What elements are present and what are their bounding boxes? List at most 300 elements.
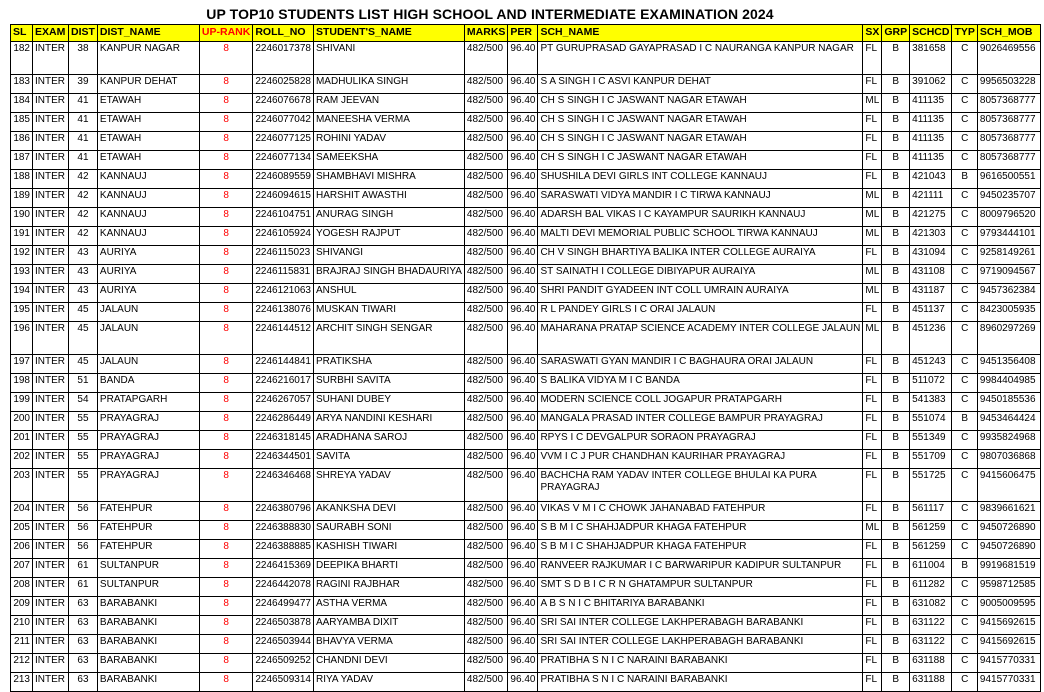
col-per-cell: 96.40 <box>508 635 538 654</box>
col-up-rank-cell: 8 <box>199 284 252 303</box>
col-dist-cell: 56 <box>69 502 98 521</box>
col-sl-cell: 192 <box>11 246 33 265</box>
col-typ-cell: C <box>952 597 977 616</box>
table-row <box>11 303 1041 322</box>
col-sl-cell: 182 <box>11 42 33 75</box>
col-sch-mob-cell: 9793444101 <box>977 227 1040 246</box>
col-grp-cell: B <box>882 303 910 322</box>
col-grp-header: GRP <box>882 25 910 42</box>
col-exam-cell: INTER <box>33 75 69 94</box>
col-grp-cell: B <box>882 208 910 227</box>
col-schcd-cell: 451137 <box>910 303 952 322</box>
col-typ-cell: C <box>952 355 977 374</box>
col-marks-cell: 482/500 <box>464 374 508 393</box>
col-student-name-cell: CHANDNI DEVI <box>313 654 464 673</box>
col-sch-name-cell: SMT S D B I C R N GHATAMPUR SULTANPUR <box>538 578 863 597</box>
col-sl-cell: 212 <box>11 654 33 673</box>
col-student-name-cell: ANURAG SINGH <box>313 208 464 227</box>
table-row <box>11 578 1041 597</box>
col-dist-cell: 43 <box>69 284 98 303</box>
col-sch-mob-cell: 9415770331 <box>977 654 1040 673</box>
col-student-name-cell: MUSKAN TIWARI <box>313 303 464 322</box>
col-marks-cell: 482/500 <box>464 246 508 265</box>
col-student-name-header: STUDENT'S_NAME <box>313 25 464 42</box>
col-exam-cell: INTER <box>33 322 69 355</box>
col-sch-name-cell: MALTI DEVI MEMORIAL PUBLIC SCHOOL TIRWA KANNAUJ <box>538 227 863 246</box>
col-grp-cell: B <box>882 673 910 692</box>
col-marks-cell: 482/500 <box>464 616 508 635</box>
col-exam-cell: INTER <box>33 635 69 654</box>
col-sch-mob-cell: 8009796520 <box>977 208 1040 227</box>
col-per-cell: 96.40 <box>508 654 538 673</box>
col-schcd-cell: 631082 <box>910 597 952 616</box>
col-sch-name-header: SCH_NAME <box>538 25 863 42</box>
col-up-rank-cell: 8 <box>199 151 252 170</box>
col-sch-mob-cell: 9258149261 <box>977 246 1040 265</box>
col-roll-no-cell: 2246121063 <box>253 284 314 303</box>
table-row <box>11 469 1041 502</box>
col-sl-cell: 199 <box>11 393 33 412</box>
col-per-cell: 96.40 <box>508 113 538 132</box>
col-marks-cell: 482/500 <box>464 559 508 578</box>
col-up-rank-cell: 8 <box>199 540 252 559</box>
col-student-name-cell: ASTHA VERMA <box>313 597 464 616</box>
col-exam-cell: INTER <box>33 521 69 540</box>
col-sx-cell: ML <box>863 227 882 246</box>
col-typ-cell: C <box>952 227 977 246</box>
col-up-rank-cell: 8 <box>199 227 252 246</box>
col-sl-cell: 189 <box>11 189 33 208</box>
col-student-name-cell: AARYAMBA DIXIT <box>313 616 464 635</box>
col-exam-cell: INTER <box>33 208 69 227</box>
col-student-name-cell: SAMEEKSHA <box>313 151 464 170</box>
col-sx-cell: FL <box>863 469 882 502</box>
col-schcd-cell: 631188 <box>910 654 952 673</box>
table-row <box>11 284 1041 303</box>
col-sx-cell: FL <box>863 578 882 597</box>
col-marks-cell: 482/500 <box>464 654 508 673</box>
col-schcd-header: SCHCD <box>910 25 952 42</box>
col-sl-cell: 185 <box>11 113 33 132</box>
col-sx-cell: FL <box>863 450 882 469</box>
col-typ-header: TYP <box>952 25 977 42</box>
col-exam-cell: INTER <box>33 189 69 208</box>
col-dist-name-cell: KANNAUJ <box>97 208 199 227</box>
col-per-cell: 96.40 <box>508 42 538 75</box>
table-row <box>11 75 1041 94</box>
col-marks-cell: 482/500 <box>464 540 508 559</box>
col-dist-name-cell: AURIYA <box>97 284 199 303</box>
col-sl-cell: 188 <box>11 170 33 189</box>
col-typ-cell: C <box>952 502 977 521</box>
col-sx-cell: ML <box>863 521 882 540</box>
col-sch-mob-cell: 9415692615 <box>977 635 1040 654</box>
col-dist-cell: 42 <box>69 227 98 246</box>
col-typ-cell: C <box>952 189 977 208</box>
col-student-name-cell: HARSHIT AWASTHI <box>313 189 464 208</box>
table-row <box>11 151 1041 170</box>
col-grp-cell: B <box>882 521 910 540</box>
col-per-cell: 96.40 <box>508 393 538 412</box>
col-sch-mob-cell: 9984404985 <box>977 374 1040 393</box>
col-sch-name-cell: RPYS I C DEVGALPUR SORAON PRAYAGRAJ <box>538 431 863 450</box>
col-schcd-cell: 451243 <box>910 355 952 374</box>
col-exam-cell: INTER <box>33 559 69 578</box>
col-schcd-cell: 631122 <box>910 616 952 635</box>
col-typ-cell: B <box>952 412 977 431</box>
col-student-name-cell: PRATIKSHA <box>313 355 464 374</box>
col-grp-cell: B <box>882 75 910 94</box>
col-schcd-cell: 541383 <box>910 393 952 412</box>
col-dist-name-cell: ETAWAH <box>97 113 199 132</box>
students-table <box>10 24 1041 692</box>
col-schcd-cell: 431094 <box>910 246 952 265</box>
col-schcd-cell: 381658 <box>910 42 952 75</box>
col-typ-cell: C <box>952 635 977 654</box>
col-dist-cell: 55 <box>69 450 98 469</box>
col-dist-cell: 55 <box>69 469 98 502</box>
col-dist-cell: 41 <box>69 132 98 151</box>
col-per-cell: 96.40 <box>508 597 538 616</box>
col-sx-header: SX <box>863 25 882 42</box>
col-up-rank-cell: 8 <box>199 189 252 208</box>
col-sx-cell: FL <box>863 431 882 450</box>
col-typ-cell: C <box>952 578 977 597</box>
col-roll-no-cell: 2246415369 <box>253 559 314 578</box>
table-row <box>11 654 1041 673</box>
col-schcd-cell: 411135 <box>910 94 952 113</box>
col-schcd-cell: 551725 <box>910 469 952 502</box>
col-sch-name-cell: S B M I C SHAHJADPUR KHAGA FATEHPUR <box>538 521 863 540</box>
col-dist-name-cell: BANDA <box>97 374 199 393</box>
col-sx-cell: ML <box>863 189 882 208</box>
col-roll-no-cell: 2246499477 <box>253 597 314 616</box>
col-dist-name-cell: SULTANPUR <box>97 578 199 597</box>
col-marks-cell: 482/500 <box>464 42 508 75</box>
col-dist-cell: 45 <box>69 303 98 322</box>
col-roll-no-cell: 2246077042 <box>253 113 314 132</box>
col-sch-name-cell: S A SINGH I C ASVI KANPUR DEHAT <box>538 75 863 94</box>
col-exam-cell: INTER <box>33 469 69 502</box>
col-roll-no-cell: 2246346468 <box>253 469 314 502</box>
col-dist-cell: 38 <box>69 42 98 75</box>
col-roll-no-cell: 2246089559 <box>253 170 314 189</box>
col-student-name-cell: KASHISH TIWARI <box>313 540 464 559</box>
col-dist-name-cell: KANPUR DEHAT <box>97 75 199 94</box>
col-sx-cell: FL <box>863 246 882 265</box>
table-row <box>11 94 1041 113</box>
col-dist-name-cell: AURIYA <box>97 246 199 265</box>
col-roll-no-cell: 2246380796 <box>253 502 314 521</box>
col-up-rank-cell: 8 <box>199 412 252 431</box>
col-dist-cell: 43 <box>69 246 98 265</box>
col-roll-no-cell: 2246138076 <box>253 303 314 322</box>
col-schcd-cell: 411135 <box>910 132 952 151</box>
col-marks-cell: 482/500 <box>464 132 508 151</box>
col-dist-cell: 56 <box>69 521 98 540</box>
col-sch-name-cell: PRATIBHA S N I C NARAINI BARABANKI <box>538 673 863 692</box>
col-roll-no-cell: 2246104751 <box>253 208 314 227</box>
col-sch-mob-cell: 9457362384 <box>977 284 1040 303</box>
col-typ-cell: C <box>952 322 977 355</box>
col-typ-cell: C <box>952 151 977 170</box>
table-row <box>11 502 1041 521</box>
table-row <box>11 246 1041 265</box>
col-exam-cell: INTER <box>33 450 69 469</box>
col-grp-cell: B <box>882 412 910 431</box>
col-per-cell: 96.40 <box>508 151 538 170</box>
col-dist-cell: 63 <box>69 654 98 673</box>
table-row <box>11 208 1041 227</box>
col-sch-mob-cell: 9450726890 <box>977 521 1040 540</box>
col-sch-name-cell: CH S SINGH I C JASWANT NAGAR ETAWAH <box>538 113 863 132</box>
col-grp-cell: B <box>882 559 910 578</box>
col-sch-name-cell: R L PANDEY GIRLS I C ORAI JALAUN <box>538 303 863 322</box>
col-per-cell: 96.40 <box>508 412 538 431</box>
col-sch-mob-cell: 9935824968 <box>977 431 1040 450</box>
col-sl-cell: 200 <box>11 412 33 431</box>
col-sch-mob-cell: 9450235707 <box>977 189 1040 208</box>
col-exam-cell: INTER <box>33 616 69 635</box>
col-student-name-cell: MADHULIKA SINGH <box>313 75 464 94</box>
col-roll-no-cell: 2246509252 <box>253 654 314 673</box>
col-student-name-cell: ARYA NANDINI KESHARI <box>313 412 464 431</box>
col-grp-cell: B <box>882 94 910 113</box>
col-sx-cell: ML <box>863 208 882 227</box>
col-exam-cell: INTER <box>33 578 69 597</box>
col-schcd-cell: 551074 <box>910 412 952 431</box>
col-per-cell: 96.40 <box>508 374 538 393</box>
col-per-cell: 96.40 <box>508 208 538 227</box>
col-student-name-cell: RAM JEEVAN <box>313 94 464 113</box>
col-dist-name-cell: JALAUN <box>97 322 199 355</box>
col-sl-cell: 209 <box>11 597 33 616</box>
col-dist-cell: 43 <box>69 265 98 284</box>
col-up-rank-cell: 8 <box>199 393 252 412</box>
table-row <box>11 322 1041 355</box>
col-roll-no-cell: 2246077134 <box>253 151 314 170</box>
col-sx-cell: FL <box>863 75 882 94</box>
col-sl-cell: 198 <box>11 374 33 393</box>
col-sch-name-cell: CH S SINGH I C JASWANT NAGAR ETAWAH <box>538 94 863 113</box>
col-schcd-cell: 511072 <box>910 374 952 393</box>
col-per-cell: 96.40 <box>508 94 538 113</box>
col-per-cell: 96.40 <box>508 189 538 208</box>
col-per-cell: 96.40 <box>508 469 538 502</box>
col-dist-cell: 55 <box>69 431 98 450</box>
col-student-name-cell: RAGINI RAJBHAR <box>313 578 464 597</box>
col-dist-cell: 54 <box>69 393 98 412</box>
col-grp-cell: B <box>882 502 910 521</box>
table-row <box>11 42 1041 75</box>
col-dist-cell: 39 <box>69 75 98 94</box>
table-row <box>11 265 1041 284</box>
col-sl-cell: 190 <box>11 208 33 227</box>
col-typ-cell: C <box>952 540 977 559</box>
col-dist-cell: 45 <box>69 355 98 374</box>
col-roll-no-cell: 2246388885 <box>253 540 314 559</box>
col-exam-cell: INTER <box>33 246 69 265</box>
col-sl-cell: 191 <box>11 227 33 246</box>
col-roll-no-cell: 2246216017 <box>253 374 314 393</box>
col-schcd-cell: 551349 <box>910 431 952 450</box>
col-sch-mob-cell: 9451356408 <box>977 355 1040 374</box>
col-marks-cell: 482/500 <box>464 673 508 692</box>
col-dist-name-cell: BARABANKI <box>97 654 199 673</box>
col-schcd-cell: 411135 <box>910 113 952 132</box>
table-row <box>11 616 1041 635</box>
col-up-rank-cell: 8 <box>199 654 252 673</box>
col-marks-cell: 482/500 <box>464 227 508 246</box>
col-dist-cell: 61 <box>69 578 98 597</box>
col-dist-name-cell: AURIYA <box>97 265 199 284</box>
col-sx-cell: ML <box>863 322 882 355</box>
col-exam-cell: INTER <box>33 393 69 412</box>
col-exam-header: EXAM <box>33 25 69 42</box>
col-student-name-cell: DEEPIKA BHARTI <box>313 559 464 578</box>
col-dist-name-cell: KANNAUJ <box>97 170 199 189</box>
col-sl-cell: 196 <box>11 322 33 355</box>
col-per-cell: 96.40 <box>508 673 538 692</box>
col-sl-cell: 203 <box>11 469 33 502</box>
col-sch-mob-cell: 8057368777 <box>977 94 1040 113</box>
col-sch-mob-cell: 9956503228 <box>977 75 1040 94</box>
col-sch-mob-cell: 8057368777 <box>977 151 1040 170</box>
col-marks-cell: 482/500 <box>464 94 508 113</box>
col-roll-no-cell: 2246267057 <box>253 393 314 412</box>
col-per-cell: 96.40 <box>508 616 538 635</box>
col-typ-cell: C <box>952 113 977 132</box>
col-per-cell: 96.40 <box>508 578 538 597</box>
col-sch-name-cell: VVM I C J PUR CHANDHAN KAURIHAR PRAYAGRAJ <box>538 450 863 469</box>
col-sch-mob-cell: 9807036868 <box>977 450 1040 469</box>
col-sch-mob-cell: 9415770331 <box>977 673 1040 692</box>
col-dist-cell: 63 <box>69 635 98 654</box>
col-dist-cell: 51 <box>69 374 98 393</box>
table-row <box>11 450 1041 469</box>
col-per-cell: 96.40 <box>508 450 538 469</box>
col-per-cell: 96.40 <box>508 227 538 246</box>
col-dist-name-cell: BARABANKI <box>97 635 199 654</box>
col-marks-cell: 482/500 <box>464 265 508 284</box>
col-grp-cell: B <box>882 469 910 502</box>
col-sch-name-cell: SARASWATI VIDYA MANDIR I C TIRWA KANNAUJ <box>538 189 863 208</box>
col-exam-cell: INTER <box>33 42 69 75</box>
col-per-cell: 96.40 <box>508 170 538 189</box>
col-exam-cell: INTER <box>33 303 69 322</box>
table-body <box>11 42 1041 692</box>
col-marks-cell: 482/500 <box>464 635 508 654</box>
col-marks-cell: 482/500 <box>464 75 508 94</box>
col-student-name-cell: RIYA YADAV <box>313 673 464 692</box>
col-sch-mob-cell: 9415692615 <box>977 616 1040 635</box>
col-per-cell: 96.40 <box>508 322 538 355</box>
col-dist-cell: 42 <box>69 189 98 208</box>
col-per-cell: 96.40 <box>508 284 538 303</box>
col-sch-mob-cell: 9450726890 <box>977 540 1040 559</box>
col-sch-name-cell: SRI SAI INTER COLLEGE LAKHPERABAGH BARABANKI <box>538 635 863 654</box>
col-schcd-cell: 611004 <box>910 559 952 578</box>
col-exam-cell: INTER <box>33 170 69 189</box>
col-up-rank-cell: 8 <box>199 265 252 284</box>
col-marks-cell: 482/500 <box>464 393 508 412</box>
col-dist-cell: 41 <box>69 113 98 132</box>
col-roll-no-cell: 2246144841 <box>253 355 314 374</box>
col-sl-cell: 205 <box>11 521 33 540</box>
col-sch-mob-cell: 9005009595 <box>977 597 1040 616</box>
col-grp-cell: B <box>882 42 910 75</box>
col-dist-name-cell: ETAWAH <box>97 132 199 151</box>
col-grp-cell: B <box>882 170 910 189</box>
col-sl-cell: 194 <box>11 284 33 303</box>
col-dist-name-cell: JALAUN <box>97 355 199 374</box>
col-up-rank-cell: 8 <box>199 246 252 265</box>
col-sch-mob-cell: 9598712585 <box>977 578 1040 597</box>
table-row <box>11 189 1041 208</box>
col-sch-name-cell: A B S N I C BHITARIYA BARABANKI <box>538 597 863 616</box>
col-per-header: PER <box>508 25 538 42</box>
col-dist-name-cell: SULTANPUR <box>97 559 199 578</box>
col-sl-cell: 213 <box>11 673 33 692</box>
col-roll-no-cell: 2246105924 <box>253 227 314 246</box>
col-dist-name-cell: BARABANKI <box>97 673 199 692</box>
col-marks-cell: 482/500 <box>464 469 508 502</box>
col-sch-name-cell: S B M I C SHAHJADPUR KHAGA FATEHPUR <box>538 540 863 559</box>
col-per-cell: 96.40 <box>508 246 538 265</box>
col-typ-cell: C <box>952 265 977 284</box>
col-student-name-cell: ARCHIT SINGH SENGAR <box>313 322 464 355</box>
col-roll-no-cell: 2246094615 <box>253 189 314 208</box>
col-sch-mob-cell: 9453464424 <box>977 412 1040 431</box>
col-typ-cell: C <box>952 303 977 322</box>
col-roll-no-cell: 2246344501 <box>253 450 314 469</box>
col-sl-header: SL <box>11 25 33 42</box>
col-grp-cell: B <box>882 616 910 635</box>
col-sch-mob-cell: 9719094567 <box>977 265 1040 284</box>
col-sch-mob-cell: 9616500551 <box>977 170 1040 189</box>
col-schcd-cell: 631188 <box>910 673 952 692</box>
col-typ-cell: C <box>952 374 977 393</box>
col-exam-cell: INTER <box>33 502 69 521</box>
col-sl-cell: 208 <box>11 578 33 597</box>
col-per-cell: 96.40 <box>508 265 538 284</box>
col-sch-mob-cell: 9415606475 <box>977 469 1040 502</box>
col-sx-cell: ML <box>863 94 882 113</box>
col-exam-cell: INTER <box>33 132 69 151</box>
col-sl-cell: 186 <box>11 132 33 151</box>
col-marks-header: MARKS <box>464 25 508 42</box>
col-roll-no-cell: 2246442078 <box>253 578 314 597</box>
col-typ-cell: B <box>952 170 977 189</box>
col-per-cell: 96.40 <box>508 75 538 94</box>
col-per-cell: 96.40 <box>508 540 538 559</box>
col-typ-cell: C <box>952 208 977 227</box>
col-grp-cell: B <box>882 431 910 450</box>
col-typ-cell: C <box>952 94 977 113</box>
col-student-name-cell: SHIVANGI <box>313 246 464 265</box>
col-sl-cell: 201 <box>11 431 33 450</box>
col-up-rank-cell: 8 <box>199 303 252 322</box>
col-schcd-cell: 421303 <box>910 227 952 246</box>
col-grp-cell: B <box>882 374 910 393</box>
col-per-cell: 96.40 <box>508 132 538 151</box>
col-marks-cell: 482/500 <box>464 578 508 597</box>
col-up-rank-cell: 8 <box>199 42 252 75</box>
col-roll-no-cell: 2246503878 <box>253 616 314 635</box>
col-sch-mob-cell: 8057368777 <box>977 132 1040 151</box>
col-sl-cell: 210 <box>11 616 33 635</box>
col-roll-no-cell: 2246144512 <box>253 322 314 355</box>
